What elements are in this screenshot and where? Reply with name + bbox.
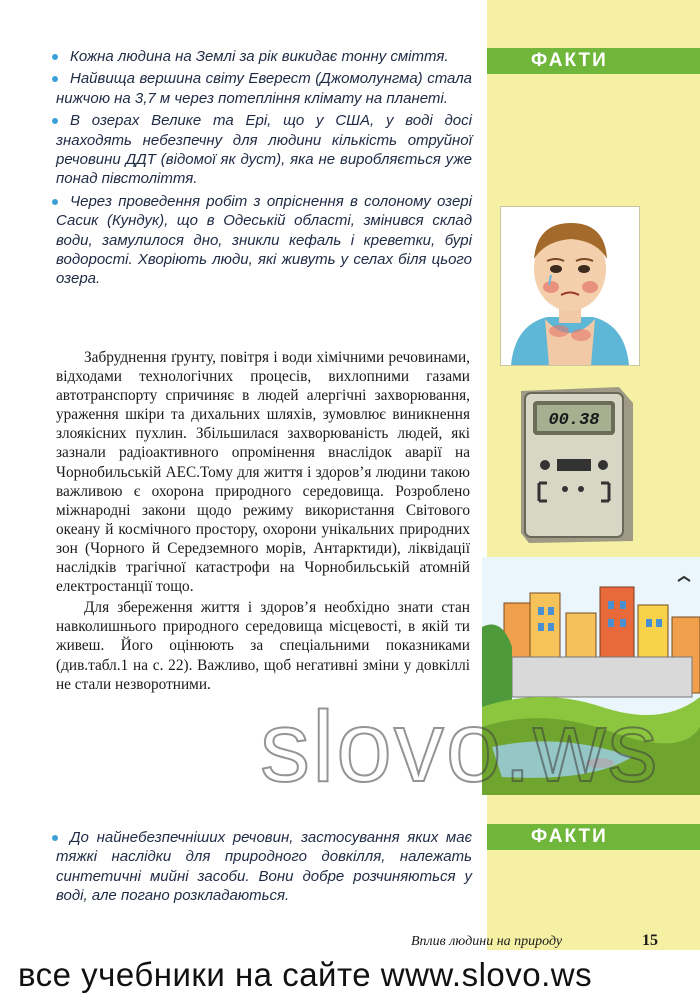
bullet-icon <box>52 54 58 60</box>
meter-display: 00.38 <box>548 411 600 430</box>
facts-banner-bottom: ФАКТИ <box>487 824 700 850</box>
fact-item: Кожна людина на Землі за рік викидає тонну сміття. <box>56 47 472 66</box>
bullet-icon <box>52 199 58 205</box>
fact-item: В озерах Велике та Ері, що у США, у воді досі знаходять небезпечну для людини кількість отруйної речовини ДДТ (відомої як дуст), яка не виробляється уже понад півстоліття. <box>56 111 472 189</box>
running-footer-title: Вплив людини на природу <box>411 934 563 949</box>
fact-item: До найнебезпечніших речовин, застосування яких має тяжкі наслідки для природного довкілля, належать синтетичні мийні засоби. Вони добре розчиняються у воді, але погано розкладаються. <box>56 828 472 906</box>
facts-list-top <box>56 47 472 292</box>
dosimeter-illustration <box>515 383 637 545</box>
facts-banner-top: ФАКТИ <box>487 48 700 74</box>
page-number: 15 <box>642 932 658 949</box>
city-pollution-illustration <box>482 557 700 795</box>
facts-list-bottom <box>56 828 472 909</box>
child-face-icon <box>501 207 639 365</box>
bullet-icon <box>52 118 58 124</box>
bullet-icon <box>52 76 58 82</box>
fact-item: Найвища вершина світу Еверест (Джомолунгма) стала нижчою на 3,7 м через потепління клімату на планеті. <box>56 69 472 108</box>
fact-item: Через проведення робіт з опріснення в солоному озері Сасик (Кундук), що в Одеській області, змінився склад води, замулилося дно, зникли кефаль і креветки, бурі водорості. Хворіють люди, які живуть у селах біля цього озера. <box>56 192 472 289</box>
main-paragraph-1: Забруднення ґрунту, повітря і води хімічними речовинами, відходами технологічних процесів, вихлопними газами автотранспорту спричиняє в людей алергічні захворювання, ураження шкіри та дихальних шляхів, зумовлює виникнення злоякісних пухлин. Збільшилася захворюваність людей, які зазнали радіоактивного опромінення внаслідок аварії на Чорнобильській АЕС.Тому для життя і здоров’я людини такою важливою є охорона природного середовища. Розроблено міжнародні закони щодо режиму використання Світового океану й космічного простору, охорони унікальних природних зон (Чорного й Середземного морів, Антарктиди), ліквідації наслідків трагічної катастрофи на Чорнобильській атомній електростанції тощо. <box>56 349 470 596</box>
site-watermark-banner: все учебники на сайте www.slovo.ws <box>18 956 593 993</box>
main-text <box>56 348 470 694</box>
main-paragraph-2: Для збереження життя і здоров’я необхідно знати стан навколишнього природного середовища місцевості, в якій ти живеш. Його оцінюють за спеціальними показниками (див.табл.1 на с. 22). Важливо, щоб негативні зміни у довкіллі не стали незворотними. <box>56 599 470 693</box>
sick-child-illustration <box>500 206 640 366</box>
watermark-overlay: slovo.ws <box>260 691 660 803</box>
bullet-icon <box>52 835 58 841</box>
